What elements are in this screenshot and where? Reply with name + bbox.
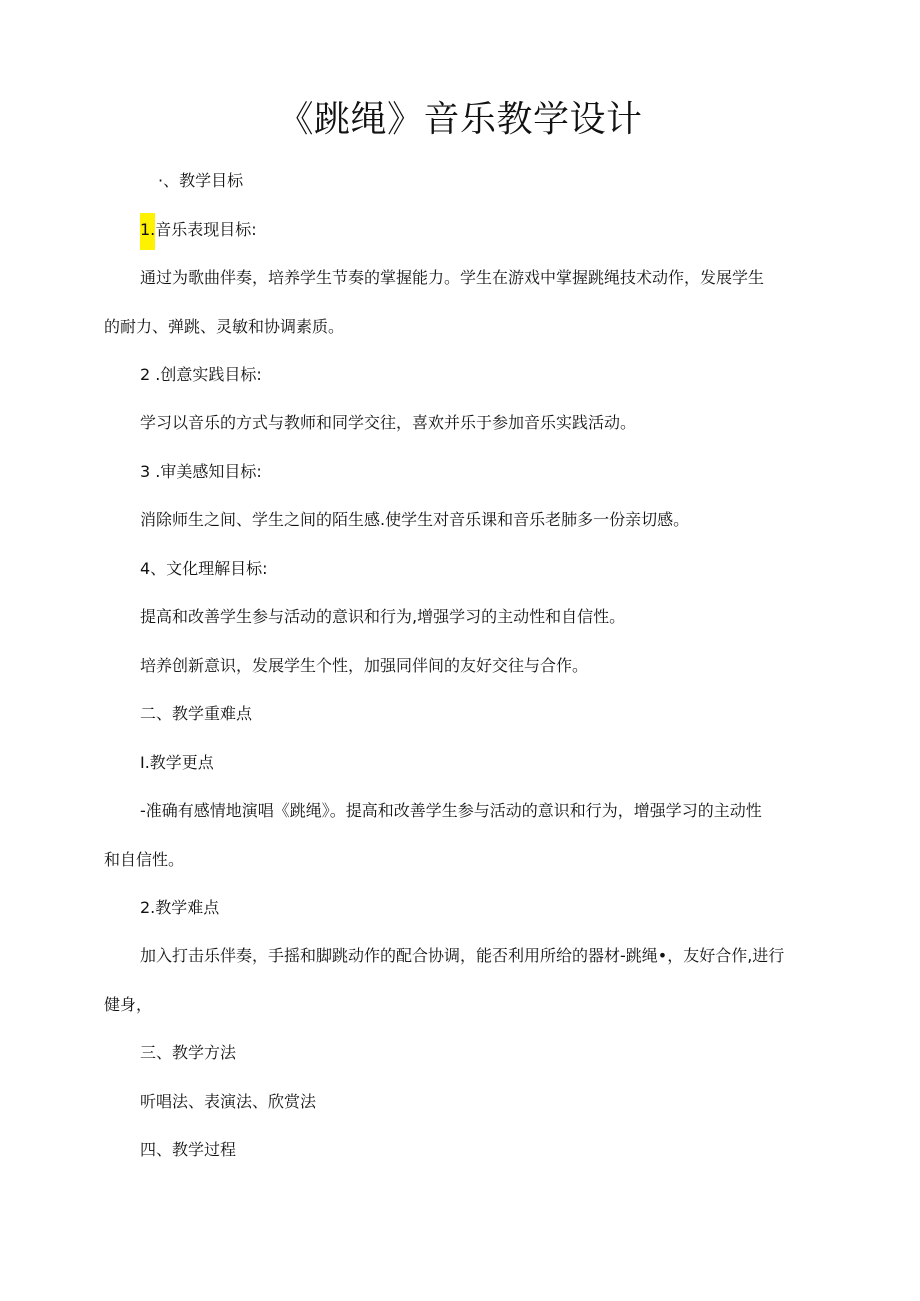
objective-4-heading: 4、文化理解目标: [140, 559, 268, 578]
document-title: 《跳绳》音乐教学设计 [277, 99, 643, 140]
objective-3-paragraph: 消除师生之间、学生之间的陌生感.使学生对音乐课和音乐老肺多一份亲切感。 [140, 510, 690, 529]
section-heading-key-points: 二、教学重难点 [140, 704, 253, 723]
objective-3-heading: 3 .审美感知目标: [140, 462, 262, 481]
highlighted-number: 1. [140, 213, 155, 250]
objective-1-label: 音乐表现目标: [155, 220, 257, 239]
section-heading-methods: 三、教学方法 [140, 1043, 237, 1062]
objective-4-paragraph-2: 培养创新意识，发展学生个性，加强同伴间的友好交往与合作。 [140, 656, 589, 675]
key-point-heading: I.教学更点 [140, 753, 214, 772]
objective-2-heading: 2 .创意实践目标: [140, 365, 262, 384]
difficulty-heading: 2.教学难点 [140, 898, 220, 917]
objective-1-heading [140, 219, 257, 241]
section-heading-objectives: ·、教学目标 [158, 171, 244, 190]
objective-4-paragraph-1: 提高和改善学生参与活动的意识和行为,增强学习的主动性和自信性。 [140, 607, 626, 626]
key-point-paragraph-line-2: 和自信性。 [104, 850, 185, 869]
difficulty-paragraph-line-2: 健身， [104, 995, 153, 1014]
objective-1-paragraph-line-1: 通过为歌曲伴奏，培养学生节奏的掌握能力。学生在游戏中掌握跳绳技术动作，发展学生 [140, 268, 765, 287]
objective-2-paragraph: 学习以音乐的方式与教师和同学交往，喜欢并乐于参加音乐实践活动。 [140, 413, 637, 432]
section-heading-process: 四、教学过程 [140, 1140, 237, 1159]
objective-1-paragraph-line-2: 的耐力、弹跳、灵敏和协调素质。 [104, 317, 345, 336]
methods-paragraph: 听唱法、表演法、欣赏法 [140, 1092, 317, 1111]
difficulty-paragraph-line-1: 加入打击乐伴奏，手摇和脚跳动作的配合协调，能否利用所给的器材-跳绳•，友好合作,进行 [140, 946, 785, 965]
key-point-paragraph-line-1: -准确有感情地演唱《跳绳》。提高和改善学生参与活动的意识和行为，增强学习的主动性 [140, 801, 762, 820]
